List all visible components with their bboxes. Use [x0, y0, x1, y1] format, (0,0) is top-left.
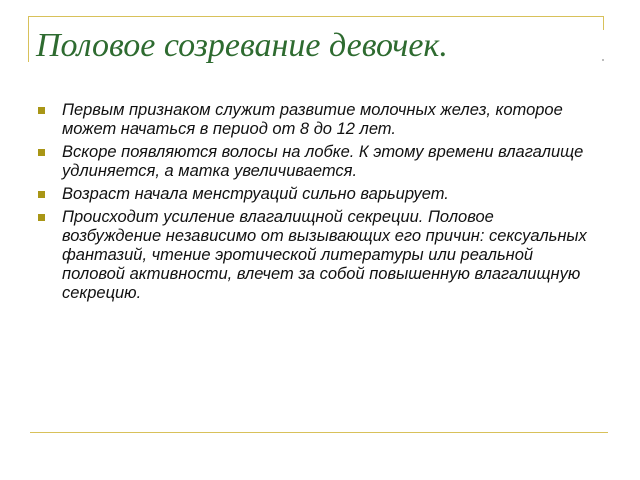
square-bullet-icon — [38, 191, 45, 198]
bullet-item-1 — [36, 101, 596, 139]
frame-top-line — [28, 16, 604, 17]
bullet-list — [36, 101, 596, 307]
square-bullet-icon — [38, 149, 45, 156]
bullet-text-2: Вскоре появляются волосы на лобке. К этому времени влагалище удлиняется, а матка увеличивается. — [62, 143, 584, 180]
bullet-text-4: Происходит усиление влагалищной секреции. Половое возбуждение независимо от вызывающих его причин: сексуальных фантазий, чтение эротической литературы или реальной половой активности, влечет за собой повышенную влагалищную секрецию. — [62, 208, 587, 302]
bullet-item-2 — [36, 143, 596, 181]
bullet-text-3: Возраст начала менструаций сильно варьирует. — [62, 185, 449, 203]
frame-left-line — [28, 16, 29, 62]
square-bullet-icon — [38, 107, 45, 114]
bullet-item-4 — [36, 208, 596, 303]
corner-dot — [602, 59, 604, 61]
slide-title: Половое созревание девочек. — [36, 27, 448, 64]
frame-right-line — [603, 16, 604, 30]
square-bullet-icon — [38, 214, 45, 221]
bullet-item-3 — [36, 185, 596, 204]
bullet-text-1: Первым признаком служит развитие молочных желез, которое может начаться в период от 8 до 12 лет. — [62, 101, 563, 138]
frame-bottom-line — [30, 432, 608, 433]
